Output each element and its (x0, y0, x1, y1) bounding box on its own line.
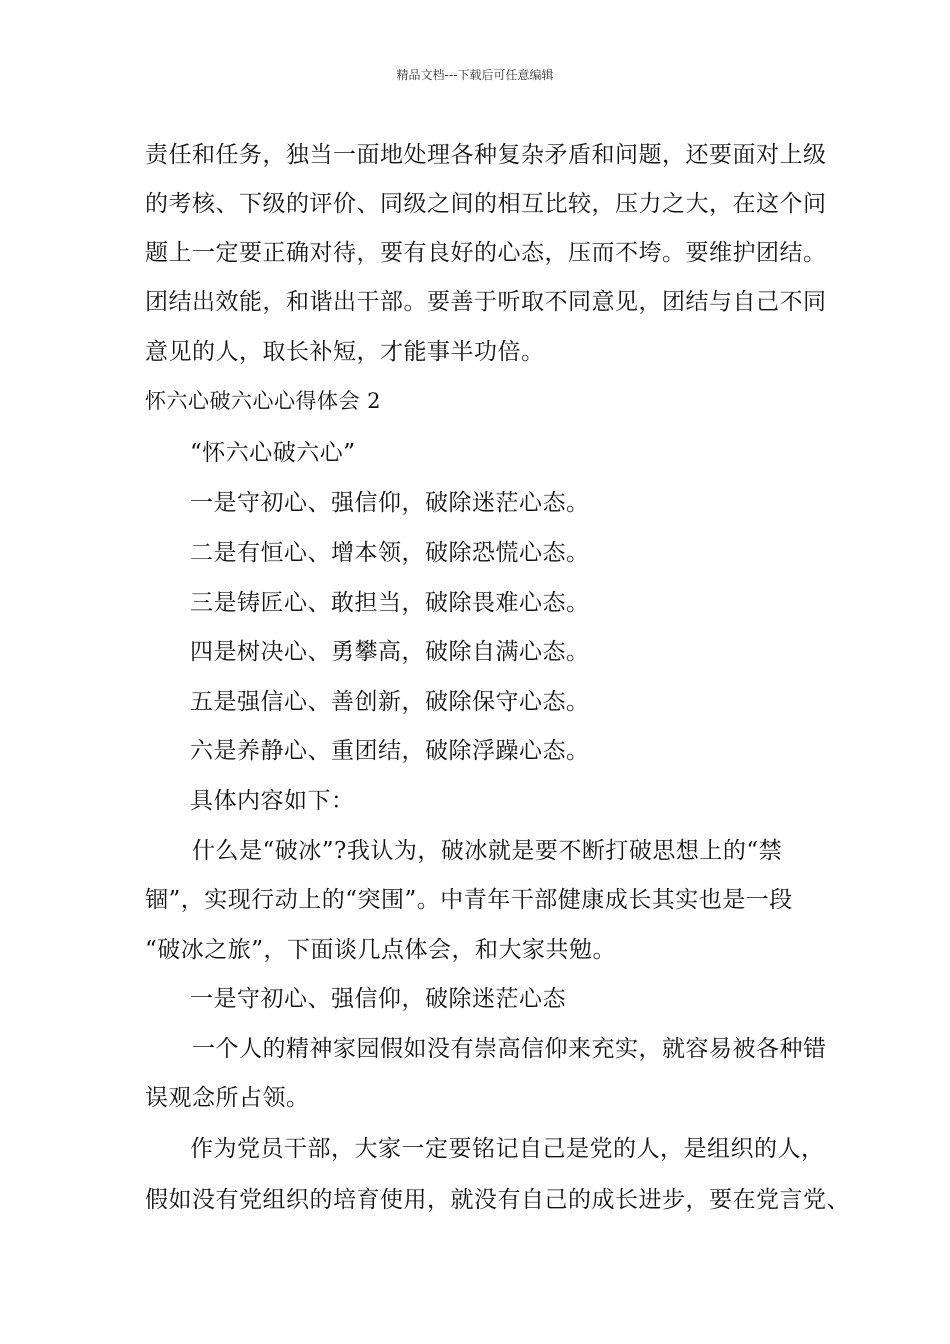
paragraph-line: 的考核、下级的评价、同级之间的相互比较，压力之大，在这个问 (145, 191, 827, 217)
paragraph-line: 什么是“破冰”?我认为，破冰就是要不断打破思想上的“禁 (192, 838, 783, 864)
paragraph-line: 责任和任务，独当一面地处理各种复杂矛盾和问题，还要面对上级 (145, 142, 827, 168)
paragraph-line: 作为党员干部，大家一定要铭记自己是党的人，是组织的人， (190, 1136, 825, 1162)
quote-heading: “怀六心破六心” (190, 440, 356, 466)
section-title: 怀六心破六心心得体会 2 (145, 389, 382, 413)
list-item: 六是养静心、重团结，破除浮躁心态。 (190, 738, 590, 764)
paragraph-line: 锢”，实现行动上的“突围”。中青年干部健康成长其实也是一段 (145, 887, 793, 913)
paragraph-line: 误观念所占领。 (145, 1085, 310, 1111)
paragraph-line: 团结出效能，和谐出干部。要善于听取不同意见，团结与自己不同 (145, 289, 827, 315)
subheading: 一是守初心、强信仰，破除迷茫心态 (190, 986, 566, 1012)
list-item: 五是强信心、善创新，破除保守心态。 (190, 689, 590, 715)
list-item: 二是有恒心、增本领，破除恐慌心态。 (190, 540, 590, 566)
paragraph-line: 一个人的精神家园假如没有崇高信仰来充实，就容易被各种错 (192, 1036, 827, 1062)
list-item: 四是树决心、勇攀高，破除自满心态。 (190, 639, 590, 665)
paragraph-line: 意见的人，取长补短，才能事半功倍。 (145, 339, 545, 365)
list-item: 三是铸匠心、敢担当，破除畏难心态。 (190, 590, 590, 616)
page-header: 精品文档---下载后可任意编辑 (396, 68, 554, 82)
paragraph-line: 题上一定要正确对待，要有良好的心态，压而不垮。要维护团结。 (145, 240, 827, 266)
paragraph-line: “破冰之旅”，下面谈几点体会，和大家共勉。 (145, 937, 617, 963)
paragraph-line: 假如没有党组织的培育使用，就没有自己的成长进步，要在党言党、 (145, 1187, 850, 1213)
paragraph-line: 具体内容如下： (190, 788, 355, 814)
list-item: 一是守初心、强信仰，破除迷茫心态。 (190, 490, 590, 516)
